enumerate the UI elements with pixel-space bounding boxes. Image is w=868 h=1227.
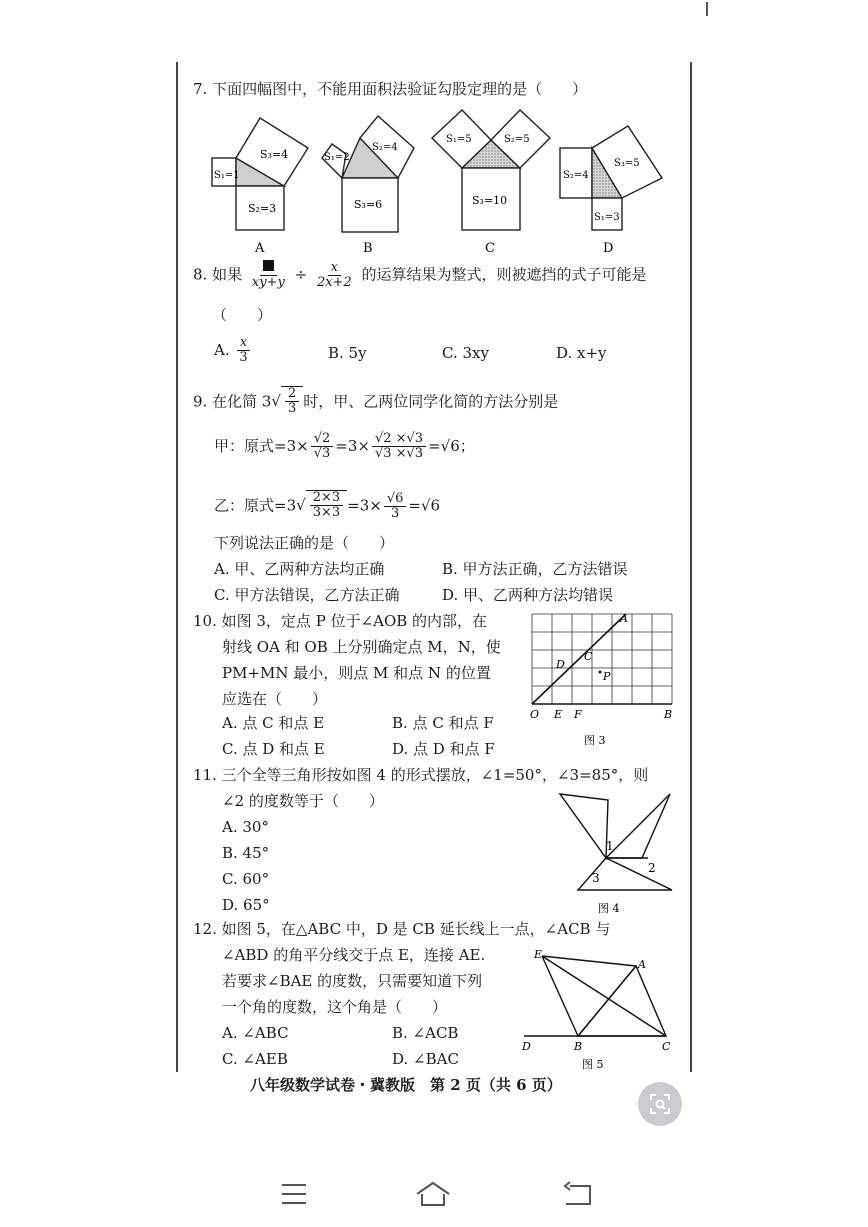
q10-caption: 图 3	[584, 734, 606, 747]
q7-c-s3: S₃=10	[472, 194, 508, 207]
q7-d-s3: S₃=5	[614, 158, 640, 169]
system-nav-bar	[0, 1160, 868, 1227]
q10-line2: 射线 OA 和 OB 上分别确定点 M，N，使	[222, 638, 501, 656]
q12-line2: ∠ABD 的角平分线交于点 E，连接 AE.	[222, 946, 486, 964]
q10-option-d: D. 点 D 和点 F	[392, 740, 495, 758]
q12-option-c: C. ∠AEB	[222, 1050, 288, 1068]
q11-label-2: 2	[648, 861, 656, 875]
q10-label-c: C	[584, 650, 593, 663]
q12-option-a: A. ∠ABC	[222, 1024, 289, 1042]
q7-d-s2: S₂=4	[563, 170, 589, 181]
q7-d-label: D	[603, 241, 614, 256]
q7-stem: 7. 下面四幅图中，不能用面积法验证勾股定理的是（ ）	[193, 80, 588, 98]
q12-caption: 图 5	[582, 1058, 604, 1071]
q10-figure-grid	[528, 610, 678, 750]
q7-b-s3: S₃=6	[354, 198, 383, 211]
q11-label-1: 1	[606, 839, 614, 853]
q12-line1: 12. 如图 5，在△ABC 中，D 是 CB 延长线上一点，∠ACB 与	[193, 920, 611, 938]
q8-option-a: A. $\frac{x}{3}$	[214, 336, 253, 366]
q10-label-b: B	[664, 708, 673, 721]
home-icon[interactable]	[414, 1180, 452, 1208]
q7-b-s2: S₂=4	[372, 142, 398, 153]
q8-fraction-1: xy+y	[249, 260, 288, 291]
q7-a-s1: S₁=1	[214, 170, 240, 181]
q8-prefix: 8. 如果	[193, 265, 243, 284]
q12-label-e: E	[534, 948, 543, 961]
q7-a-label: A	[255, 241, 265, 256]
q7-c-label: C	[485, 241, 495, 256]
q12-line4: 一个角的度数，这个角是（ ）	[222, 998, 448, 1016]
q12-label-a: A	[638, 958, 646, 971]
q8-fraction-2: $\frac{x}{2x+2}$	[316, 259, 352, 290]
q12-label-c: C	[662, 1040, 671, 1053]
q9-option-c: C. 甲方法错误，乙方法正确	[214, 586, 400, 604]
q9-jia: 甲：原式=3× $\frac{√2}{√3}$ =3× $\frac{√2 \times√3}{√3 \times√3}$ =√6；	[214, 431, 475, 462]
q10-label-a: A	[620, 612, 628, 625]
q11-option-d: D. 65°	[222, 896, 270, 914]
q12-label-b: B	[574, 1040, 583, 1053]
q10-line1: 10. 如图 3，定点 P 位于∠AOB 的内部，在	[193, 612, 488, 630]
q11-option-b: B. 45°	[222, 844, 270, 862]
right-margin-line	[690, 62, 692, 1072]
q9-option-d: D. 甲、乙两种方法均错误	[442, 586, 614, 604]
q8-option-c: C. 3xy	[442, 344, 489, 362]
q12-label-d: D	[522, 1040, 531, 1053]
q10-label-p: P	[603, 670, 611, 683]
q10-label-o: O	[530, 708, 540, 721]
q8-suffix: 的运算结果为整式，则被遮挡的式子可能是	[361, 265, 647, 284]
lens-search-button[interactable]	[638, 1082, 682, 1126]
q7-a-s3: S₃=4	[260, 148, 289, 161]
q12-line3: 若要求∠BAE 的度数，只需要知道下列	[222, 972, 483, 990]
q9-yi: 乙：原式=3√ $\frac{2\times 3}{3\times 3}$ =3× $\frac{√6}{3}$ =√6	[214, 490, 441, 521]
q10-label-e: E	[554, 708, 563, 721]
q10-option-a: A. 点 C 和点 E	[222, 714, 325, 732]
q11-option-a: A. 30°	[222, 818, 269, 836]
q7-figure-b	[322, 116, 414, 232]
q11-line2: ∠2 的度数等于（ ）	[222, 792, 384, 810]
q11-caption: 图 4	[598, 902, 620, 915]
q10-label-d: D	[556, 658, 565, 671]
q7-b-label: B	[363, 241, 373, 256]
q11-option-c: C. 60°	[222, 870, 270, 888]
q8-divide: ÷	[294, 265, 308, 284]
q10-option-c: C. 点 D 和点 E	[222, 740, 325, 758]
q7-b-s1: S₁=2	[324, 152, 350, 163]
q9-question: 下列说法正确的是（ ）	[214, 534, 395, 552]
left-margin-line	[176, 62, 178, 1072]
q8-paren: （ ）	[212, 306, 273, 324]
q8-stem	[193, 260, 647, 291]
q7-c-s2: S₂=5	[504, 134, 530, 145]
q11-figure-triangles	[548, 786, 688, 918]
q7-figures	[200, 108, 670, 258]
q11-line1: 11. 三个全等三角形按如图 4 的形式摆放，∠1=50°，∠3=85°，则	[193, 766, 649, 784]
q10-line4: 应选在（ ）	[222, 690, 328, 708]
q7-a-s2: S₂=3	[248, 202, 277, 215]
q7-figure-c	[432, 110, 550, 230]
q12-option-b: B. ∠ACB	[392, 1024, 459, 1042]
q9-option-a: A. 甲、乙两种方法均正确	[214, 560, 385, 578]
q10-option-b: B. 点 C 和点 F	[392, 714, 494, 732]
q9-stem: 9. 在化简 3√ $\frac{2}{3}$ 时，甲、乙两位同学化简的方法分别是	[193, 386, 559, 417]
q10-label-f: F	[574, 708, 582, 721]
q8-option-d: D. x+y	[556, 344, 607, 362]
corner-mark	[706, 2, 708, 16]
q8-option-b: B. 5y	[328, 344, 367, 362]
page-footer: 八年级数学试卷・冀教版 第 2 页（共 6 页）	[250, 1076, 562, 1094]
q12-figure-triangle	[520, 946, 680, 1072]
q7-d-s1: S₁=3	[594, 212, 620, 223]
hidden-block-icon	[263, 260, 274, 271]
q11-label-3: 3	[592, 871, 600, 885]
q7-c-s1: S₁=5	[446, 134, 472, 145]
q12-option-d: D. ∠BAC	[392, 1050, 459, 1068]
q9-option-b: B. 甲方法正确，乙方法错误	[442, 560, 628, 578]
q10-line3: PM+MN 最小，则点 M 和点 N 的位置	[222, 664, 491, 682]
lens-search-icon	[649, 1093, 671, 1115]
back-icon[interactable]	[562, 1180, 594, 1208]
menu-icon[interactable]	[280, 1182, 308, 1206]
